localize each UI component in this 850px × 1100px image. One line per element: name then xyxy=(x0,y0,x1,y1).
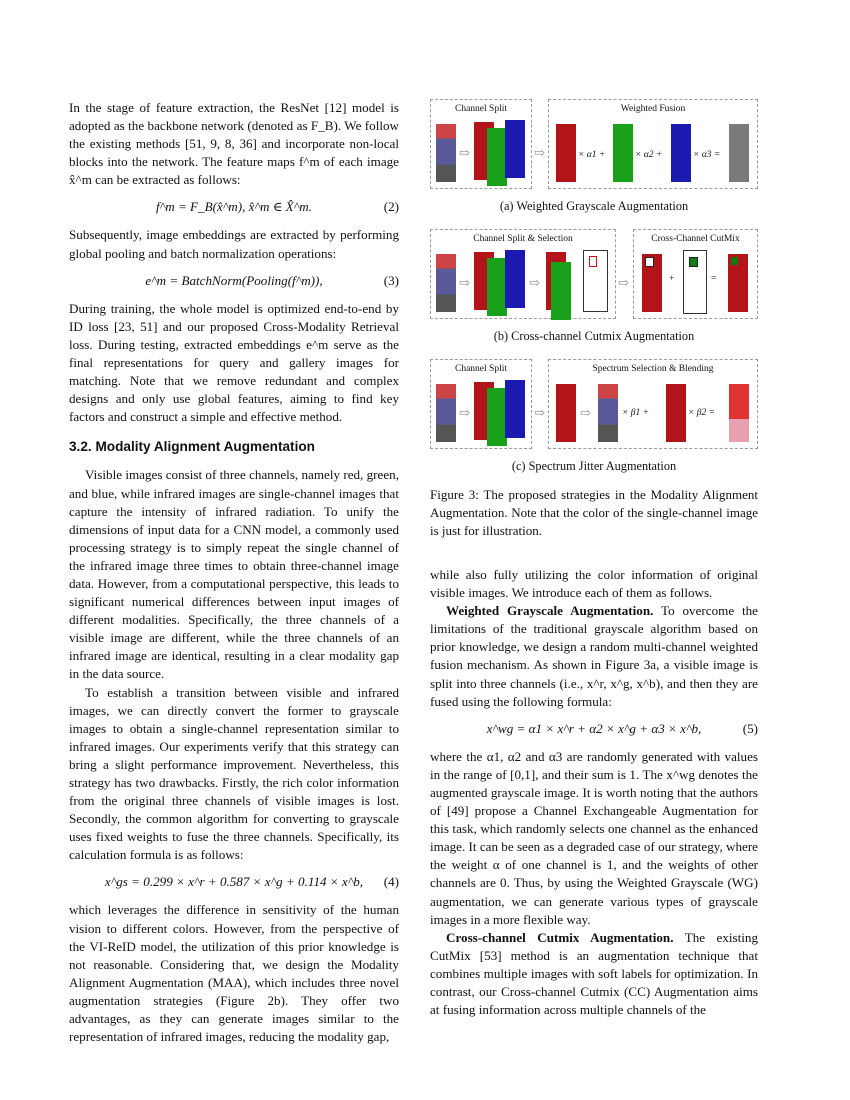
figure-caption: Figure 3: The proposed strategies in the Modality Alignment Augmentation. Note that the color of the single-channel image is just for illustration. xyxy=(430,487,758,538)
mixed-image xyxy=(728,254,748,312)
mixed-patch xyxy=(731,257,738,265)
green-channel-image xyxy=(613,124,633,182)
equation-5 xyxy=(430,720,758,738)
paragraph-body: To overcome the limitations of the traditional grayscale algorithm based on prior knowledge, we design a random multi-channel weighted fusion mechanism. As shown in Figure 3a, a visible image is split into three channels (i.e., x^r, x^g, x^b), and then they are fused using the following formula: xyxy=(430,603,758,709)
arrow-icon: ⇨ xyxy=(459,275,470,290)
weight-op: × α3 = xyxy=(693,150,721,160)
panel-title: Channel Split xyxy=(455,104,507,114)
equation-body: x^gs = 0.299 × x^r + 0.587 × x^g + 0.114 × x^b, xyxy=(104,874,364,890)
red-channel-image xyxy=(556,384,576,442)
panel-title: Channel Split & Selection xyxy=(473,234,573,244)
panel-title: Cross-Channel CutMix xyxy=(651,234,740,244)
grayscale-image xyxy=(729,124,749,182)
equation-number: (2) xyxy=(383,199,399,215)
blended-image xyxy=(729,384,749,442)
arrow-icon: ⇨ xyxy=(534,145,545,160)
weight-op: × β2 = xyxy=(688,408,716,418)
visible-image xyxy=(436,384,456,442)
cut-region xyxy=(645,257,654,267)
subcaption-c: (c) Spectrum Jitter Augmentation xyxy=(511,459,677,473)
subcaption-b: (b) Cross-channel Cutmix Augmentation xyxy=(493,329,695,343)
equation-4 xyxy=(69,873,399,891)
blue-channel-image xyxy=(505,380,525,438)
equation-number: (4) xyxy=(383,874,399,890)
blue-channel-image xyxy=(505,250,525,308)
mask-box xyxy=(589,256,597,267)
equation-body: x^wg = α1 × x^r + α2 × x^g + α3 × x^b, xyxy=(486,720,702,736)
cutmix-mask xyxy=(683,250,707,314)
equation-body: e^m = BatchNorm(Pooling(f^m)), xyxy=(145,272,323,288)
subcaption-a: (a) Weighted Grayscale Augmentation xyxy=(499,199,689,213)
green-channel-image xyxy=(551,262,571,320)
cutmix-mask xyxy=(583,250,608,312)
right-column xyxy=(430,566,758,1019)
green-channel-image xyxy=(487,128,507,186)
equation-2 xyxy=(69,198,399,216)
equation-number: (5) xyxy=(742,720,758,736)
paragraph-lead: Weighted Grayscale Augmentation. xyxy=(446,603,654,619)
left-column xyxy=(69,99,399,1046)
blue-channel-image xyxy=(505,120,525,178)
paragraph: In the stage of feature extraction, the ResNet [12] model is adopted as the backbone network (denoted as F_B). We follow the existing methods [51, 9, 8, 36] and incorporate non-local blocks into the network. The feature maps f^m of each image x̂^m can be extracted as follows: xyxy=(69,100,399,188)
arrow-icon: ⇨ xyxy=(618,275,629,290)
blue-channel-image xyxy=(671,124,691,182)
plus-op: + xyxy=(669,274,675,284)
paragraph: where the α1, α2 and α3 are randomly generated with values in the range of [0,1], and their sum is 1. The x^wg denotes the augmented grayscale image. It is worth noting that the authors of [49] propose a Channel Exchangeable Augmentation for this task, which randomly selects one channel as the enhanced image. It can be seen as a degraded case of our strategy, where the weight α of one channel is 1, and the weights of other channels are 0. Thus, by using the Weighted Grayscale (WG) augmentation, we can generate various types of grayscale images in a more flexible way. xyxy=(430,748,758,927)
arrow-icon: ⇨ xyxy=(529,275,540,290)
arrow-icon: ⇨ xyxy=(534,405,545,420)
red-channel-image xyxy=(642,254,662,312)
panel-title: Weighted Fusion xyxy=(620,104,686,114)
panel-title: Spectrum Selection & Blending xyxy=(592,364,714,374)
visible-image xyxy=(598,384,618,442)
section-heading: 3.2. Modality Alignment Augmentation xyxy=(69,439,315,455)
equation-number: (3) xyxy=(383,272,399,288)
paragraph: Visible images consist of three channels, namely red, green, and blue, while infrared images are single-channel images that capture the intensity of infrared radiation. To unify the dimensions of input data for a CNN model, a commonly used processing strategy is to simply repeat the single channel of the infrared image three times to obtain three-channel image data. However, from a computational perspective, this leads to significant numerical differences between input images of different modalities. Specifically, the three channels of a visible image are different, while the three channels of an infrared image are identical, resulting in a clear modality gap in the data source. xyxy=(69,467,399,682)
equation-body: f^m = F_B(x̂^m), x̂^m ∈ X̂^m. xyxy=(156,199,312,215)
weight-op: × α2 + xyxy=(635,150,663,160)
weight-op: × α1 + xyxy=(578,150,606,160)
equation-3 xyxy=(69,272,399,290)
paragraph: which leverages the difference in sensitivity of the human vision to different colors. However, from the perspective of the VI-ReID model, the utilization of this prior knowledge is not reasonable. Considering that, we design the Modality Alignment Augmentation (MAA), which includes three novel augmentation strategies (Figure 2b). They offer two advantages, as they can generate images similar to the representation of infrared images, reducing the modality gap, xyxy=(69,902,399,1045)
paragraph-body: The existing CutMix [53] method is an augmentation technique that combines multiple images with soft labels for optimization. In contrast, our Cross-channel Cutmix (CC) Augmentation aims at fusing information across multiple channels of the xyxy=(430,929,758,1018)
paragraph: while also fully utilizing the color information of original visible images. We introduce each of them as follows. xyxy=(430,567,758,601)
green-channel-image xyxy=(487,388,507,446)
red-channel-image xyxy=(666,384,686,442)
paragraph xyxy=(430,929,758,1019)
panel-c-spectrum-selection xyxy=(548,359,758,449)
paragraph-lead: Cross-channel Cutmix Augmentation. xyxy=(446,929,674,945)
paragraph: Subsequently, image embeddings are extracted by performing global pooling and batch normalization operations: xyxy=(69,227,399,261)
weight-op: × β1 + xyxy=(622,408,650,418)
paragraph: To establish a transition between visible and infrared images, we can directly convert the former to grayscale images to obtain a single-channel representation similar to infrared images. Our experiments verify that this strategy can bring a slight performance improvement. Nevertheless, this strategy has two drawbacks. Firstly, the rich color information from the original three channels of visible images is lost. Secondly, the common algorithm for converting to grayscale uses fixed weights to fuse the three channels. Specifically, its calculation formula is as follows: xyxy=(69,684,399,863)
arrow-icon: ⇨ xyxy=(459,145,470,160)
panel-title: Channel Split xyxy=(455,364,507,374)
arrow-icon: ⇨ xyxy=(459,405,470,420)
equals-op: = xyxy=(711,274,717,284)
visible-image xyxy=(436,124,456,182)
arrow-icon: ⇨ xyxy=(580,405,591,420)
visible-image xyxy=(436,254,456,312)
panel-a-weighted-fusion xyxy=(548,99,758,189)
paragraph: During training, the whole model is optimized end-to-end by ID loss [23, 51] and our proposed Cross-Modality Retrieval loss. During testing, extracted embeddings e^m serve as the final representations for query and gallery images for matching. Note that we remove redundant and complex designs and only use global features, aiming to find key factors and construct a simple and effective method. xyxy=(69,300,399,425)
green-channel-image xyxy=(487,258,507,316)
mask-box xyxy=(689,257,698,267)
red-channel-image xyxy=(556,124,576,182)
paragraph xyxy=(430,602,758,711)
